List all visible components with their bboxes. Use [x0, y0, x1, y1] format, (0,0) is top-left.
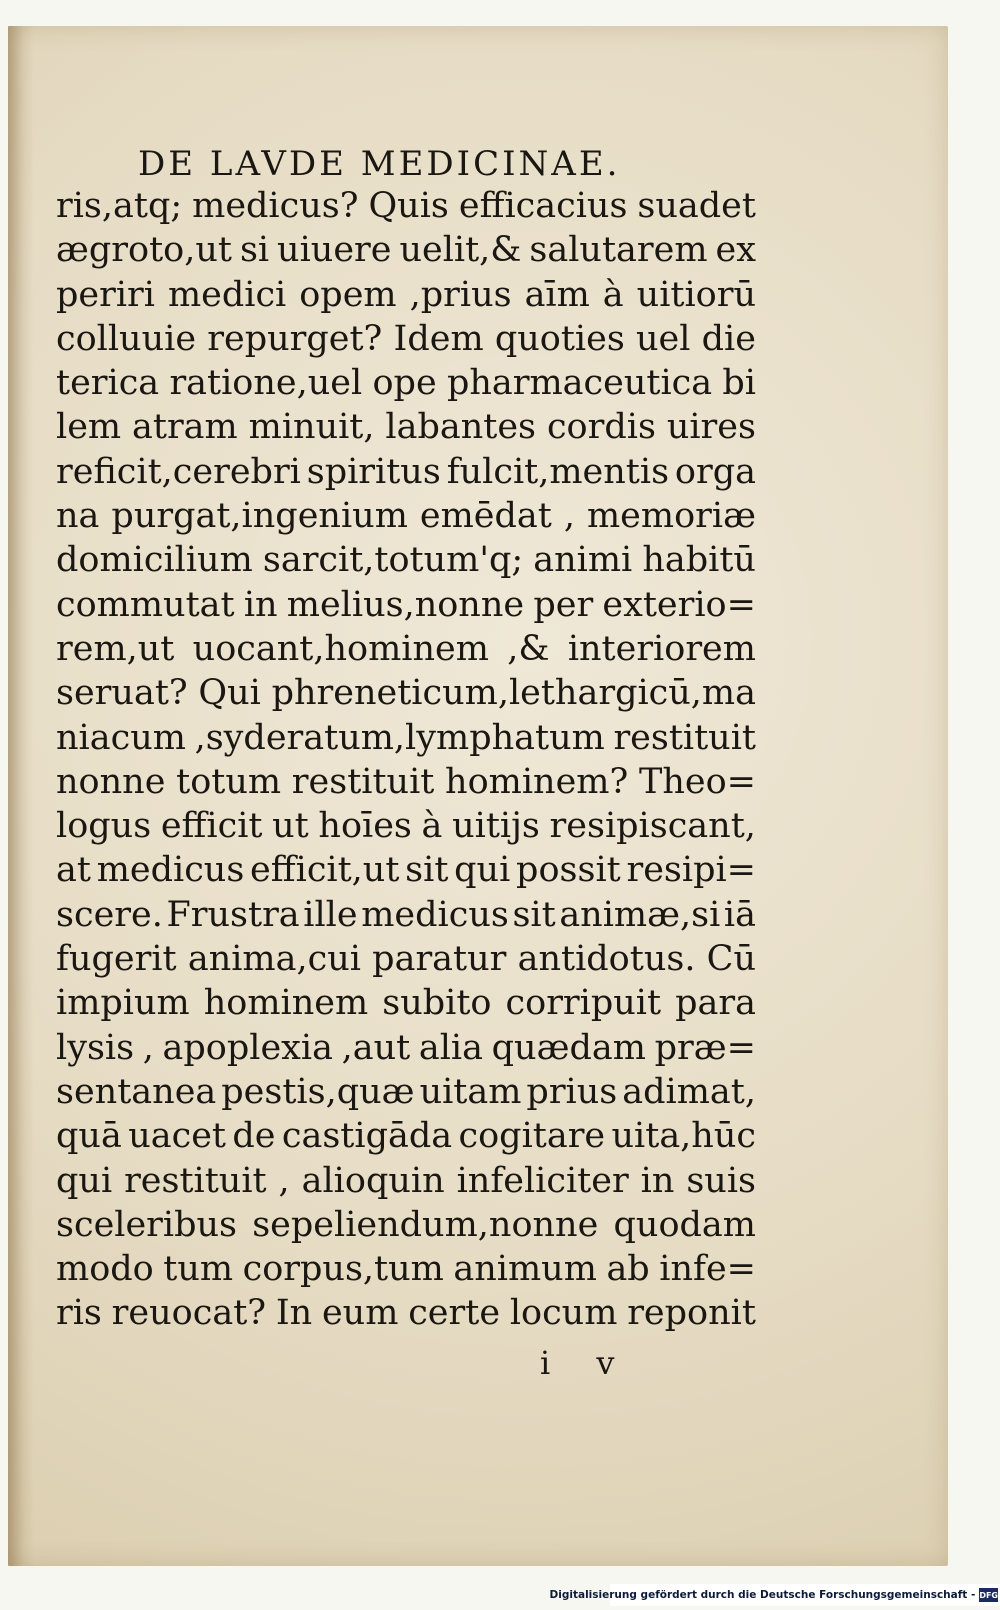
- text-word: corripuit: [505, 983, 662, 1024]
- text-word: uel: [635, 318, 691, 359]
- text-word: cogitare: [458, 1116, 606, 1157]
- text-word: infeliciter: [456, 1160, 629, 1201]
- text-word: locum: [509, 1293, 618, 1334]
- text-word: ,: [278, 1160, 290, 1201]
- text-line: [56, 583, 756, 627]
- text-word: domicilium: [56, 540, 253, 581]
- text-word: niacum: [56, 717, 186, 758]
- text-word: seruat?: [56, 673, 188, 714]
- text-word: minuit,: [248, 407, 375, 448]
- text-word: alia: [418, 1027, 483, 1068]
- text-word: hominem?: [445, 761, 629, 802]
- text-word: habitū: [642, 540, 756, 581]
- text-word: sarcit,totum'q;: [262, 540, 524, 581]
- text-word: iā: [723, 894, 756, 935]
- text-word: ope: [372, 363, 437, 404]
- text-word: phreneticum,lethargicū,ma: [271, 673, 756, 714]
- text-word: sit: [405, 850, 449, 891]
- text-word: die: [701, 318, 756, 359]
- text-word: ,aut: [341, 1027, 411, 1068]
- text-word: in: [640, 1160, 675, 1201]
- text-word: pharmaceutica: [446, 363, 713, 404]
- text-word: labantes: [385, 407, 537, 448]
- text-word: sepeliendum,nonne: [252, 1204, 599, 1245]
- text-word: ægroto,ut: [56, 230, 232, 271]
- text-line: [56, 494, 756, 538]
- text-word: lem: [56, 407, 122, 448]
- text-word: pestis,quæ: [221, 1071, 415, 1112]
- text-word: fugerit: [56, 939, 177, 980]
- text-word: ris: [56, 1293, 102, 1334]
- text-word: per: [533, 584, 594, 625]
- credit-text: Digitalisierung gefördert durch die Deutsche Forschungsgemeinschaft -: [549, 1589, 976, 1601]
- text-line: [56, 361, 756, 405]
- dfg-logo: DFG: [979, 1588, 998, 1602]
- text-word: ris,atq;: [56, 186, 183, 226]
- text-line: [56, 1114, 756, 1158]
- running-header: DE LAVDE MEDICINAE.: [138, 144, 621, 184]
- text-word: ut: [272, 806, 309, 847]
- text-word: cordis: [546, 407, 656, 448]
- text-word: hoīes: [318, 806, 412, 847]
- text-word: repurget?: [207, 318, 383, 359]
- text-word: in: [243, 584, 278, 625]
- text-line: [56, 848, 756, 892]
- digitization-credit: [549, 1584, 1000, 1606]
- text-word: In: [275, 1293, 313, 1334]
- text-word: fulcit,mentis: [446, 451, 670, 492]
- text-word: sentanea: [56, 1071, 217, 1112]
- text-word: Theo=: [638, 761, 756, 802]
- text-word: interiorem: [567, 628, 756, 669]
- text-line: [56, 317, 756, 361]
- text-word: Idem: [393, 318, 484, 359]
- text-word: uires: [666, 407, 756, 448]
- text-word: uocant,hominem: [192, 628, 489, 669]
- text-word: qui: [56, 1160, 113, 1201]
- text-word: rem,ut: [56, 628, 175, 669]
- text-word: quoties: [494, 318, 625, 359]
- text-word: uelit,&: [399, 230, 522, 271]
- text-word: efficit: [160, 806, 263, 847]
- text-word: logus: [56, 806, 152, 847]
- text-word: prius: [526, 1071, 618, 1112]
- text-word: quodam: [613, 1204, 756, 1245]
- text-word: paratur: [372, 939, 507, 980]
- text-word: sit: [512, 894, 556, 935]
- text-word: castigāda: [281, 1116, 453, 1157]
- text-line: [56, 760, 756, 804]
- text-word: efficit,ut: [250, 850, 400, 891]
- text-word: Qui: [198, 673, 261, 714]
- text-line: [56, 804, 756, 848]
- text-line: [56, 1203, 756, 1247]
- text-word: medicus: [361, 894, 509, 935]
- text-line: [56, 184, 756, 228]
- text-word: commutat: [56, 584, 235, 625]
- text-word: ab: [606, 1249, 650, 1290]
- text-word: possit: [516, 850, 621, 891]
- text-word: salutarem: [529, 230, 708, 271]
- text-word: si: [239, 230, 270, 271]
- text-word: qui: [454, 850, 511, 891]
- text-word: suadet: [637, 186, 756, 226]
- text-word: uiuere: [277, 230, 392, 271]
- text-word: eum: [321, 1293, 399, 1334]
- text-word: ex: [715, 230, 756, 271]
- text-word: ,&: [507, 628, 550, 669]
- text-word: purgat,ingenium: [111, 496, 408, 537]
- text-word: Quis: [368, 186, 449, 226]
- text-word: antidotus.: [517, 939, 696, 980]
- text-word: sceleribus: [56, 1204, 238, 1245]
- book-page: [8, 26, 948, 1566]
- text-line: [56, 450, 756, 494]
- text-word: tum: [163, 1249, 234, 1290]
- text-word: ratione,uel: [169, 363, 363, 404]
- text-word: resipiscant,: [549, 806, 756, 847]
- text-line: [56, 716, 756, 760]
- text-word: para: [675, 983, 756, 1024]
- text-word: apoplexia: [162, 1027, 333, 1068]
- text-word: restituit: [613, 717, 756, 758]
- text-line: [56, 1026, 756, 1070]
- text-word: medicus: [96, 850, 245, 891]
- text-word: totum: [176, 761, 282, 802]
- text-line: [56, 671, 756, 715]
- text-word: ,: [563, 496, 575, 537]
- text-word: à: [602, 274, 624, 315]
- text-line: [56, 273, 756, 317]
- text-word: Cū: [706, 939, 756, 980]
- text-word: corpus,tum: [242, 1249, 444, 1290]
- text-word: periri: [56, 274, 155, 315]
- text-word: uacet: [128, 1116, 226, 1157]
- text-word: quædam: [491, 1027, 646, 1068]
- text-word: à: [421, 806, 443, 847]
- text-line: [56, 893, 756, 937]
- text-word: hominem: [203, 983, 369, 1024]
- text-word: animæ,si: [559, 894, 721, 935]
- text-word: de: [232, 1116, 276, 1157]
- text-word: reponit: [627, 1293, 756, 1334]
- text-word: ,prius: [409, 274, 512, 315]
- signature-mark: i v: [540, 1344, 633, 1382]
- text-word: medicus?: [192, 186, 359, 226]
- text-line: [56, 1291, 756, 1335]
- text-word: melius,nonne: [286, 584, 525, 625]
- text-word: emēdat: [419, 496, 552, 537]
- text-word: medici: [167, 274, 287, 315]
- text-word: efficacius: [458, 186, 628, 226]
- text-word: resipi=: [626, 850, 756, 891]
- text-word: orga: [674, 451, 756, 492]
- text-word: subito: [382, 983, 492, 1024]
- text-word: animum: [453, 1249, 597, 1290]
- text-word: uitijs: [452, 806, 540, 847]
- text-word: suis: [686, 1160, 756, 1201]
- text-word: modo: [56, 1249, 154, 1290]
- text-word: spiritus: [306, 451, 441, 492]
- text-word: infe=: [659, 1249, 756, 1290]
- text-word: animi: [533, 540, 633, 581]
- text-word: restituit: [124, 1160, 267, 1201]
- text-word: colluuie: [56, 318, 197, 359]
- text-line: [56, 405, 756, 449]
- text-word: anima,cui: [187, 939, 361, 980]
- text-line: [56, 538, 756, 582]
- text-word: atram: [132, 407, 238, 448]
- text-word: præ=: [654, 1027, 756, 1068]
- text-word: ille: [303, 894, 358, 935]
- text-word: impium: [56, 983, 190, 1024]
- text-line: [56, 1247, 756, 1291]
- text-word: uitam: [419, 1071, 522, 1112]
- text-line: [56, 627, 756, 671]
- text-word: opem: [299, 274, 397, 315]
- text-line: [56, 1159, 756, 1203]
- text-word: restituit: [291, 761, 435, 802]
- text-word: alioquin: [301, 1160, 445, 1201]
- text-word: uita,hūc: [611, 1116, 756, 1157]
- text-line: [56, 228, 756, 272]
- text-word: quā: [56, 1116, 122, 1157]
- text-word: ,syderatum,lymphatum: [194, 717, 605, 758]
- text-word: uitiorū: [636, 274, 756, 315]
- text-block: [56, 184, 756, 1354]
- text-line: [56, 981, 756, 1025]
- text-word: ,: [142, 1027, 154, 1068]
- text-word: exterio=: [602, 584, 756, 625]
- text-word: certe: [408, 1293, 501, 1334]
- text-word: bi: [722, 363, 756, 404]
- text-line: [56, 937, 756, 981]
- text-word: reuocat?: [111, 1293, 267, 1334]
- text-word: scere.: [56, 894, 163, 935]
- text-word: Frustra: [166, 894, 300, 935]
- text-word: reficit,cerebri: [56, 451, 301, 492]
- text-word: lysis: [56, 1027, 135, 1068]
- text-word: adimat,: [622, 1071, 756, 1112]
- text-word: nonne: [56, 761, 166, 802]
- text-word: memoriæ: [586, 496, 756, 537]
- text-word: na: [56, 496, 100, 537]
- text-word: aīm: [524, 274, 590, 315]
- text-line: [56, 1070, 756, 1114]
- text-word: at: [56, 850, 91, 891]
- text-word: terica: [56, 363, 160, 404]
